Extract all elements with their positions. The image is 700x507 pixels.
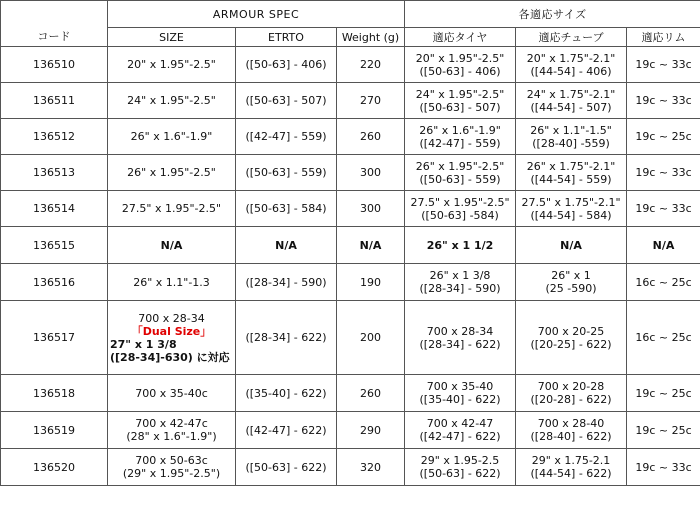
weight-cell: 320 [337, 449, 405, 486]
weight-cell: 270 [337, 83, 405, 119]
rim-cell: 19c ~ 33c [627, 155, 700, 191]
tire-line: 26" x 1.95"-2.5" [415, 159, 505, 173]
tire-line: ([50-63] - 507) [419, 100, 501, 114]
code-cell: 136517 [1, 301, 108, 375]
size-cell: 27.5" x 1.95"-2.5" [108, 191, 236, 227]
rim-cell: 19c ~ 25c [627, 119, 700, 155]
size-cell: 26" x 1.95"-2.5" [108, 155, 236, 191]
size-line: (29" x 1.95"-2.5") [122, 467, 221, 480]
tire-cell [405, 375, 516, 412]
code-cell: 136516 [1, 264, 108, 301]
tire-line: ([28-34] - 590) [419, 282, 501, 295]
tube-cell [516, 264, 627, 301]
tire-line: ([42-47] - 622) [419, 430, 501, 443]
size-line: 700 x 28-34 [138, 311, 205, 325]
etrto-cell: ([42-47] - 622) [236, 412, 337, 449]
size-cell [108, 412, 236, 449]
etrto-cell: ([28-34] - 622) [236, 301, 337, 375]
tire-line: 700 x 35-40 [426, 380, 494, 393]
code-cell: 136520 [1, 449, 108, 486]
tube-cell [516, 191, 627, 227]
tire-cell [405, 191, 516, 227]
table-row [1, 375, 700, 412]
size-cell: 24" x 1.95"-2.5" [108, 83, 236, 119]
rim-cell: 19c ~ 33c [627, 83, 700, 119]
rim-cell: 19c ~ 33c [627, 47, 700, 83]
tube-line: 20" x 1.75"-2.1" [526, 51, 616, 65]
code-cell: 136514 [1, 191, 108, 227]
tire-cell [405, 119, 516, 155]
header-code: コード [1, 28, 108, 47]
size-line: 27" x 1 3/8 [110, 337, 177, 351]
weight-cell: 260 [337, 375, 405, 412]
tire-line: 24" x 1.95"-2.5" [415, 87, 505, 101]
size-cell: N/A [108, 227, 236, 264]
code-cell: 136518 [1, 375, 108, 412]
etrto-cell: ([35-40] - 622) [236, 375, 337, 412]
header-tire: 適応タイヤ [405, 28, 516, 47]
weight-cell: 260 [337, 119, 405, 155]
tube-cell [516, 227, 627, 264]
table-row [1, 47, 700, 83]
weight-cell: 220 [337, 47, 405, 83]
code-cell: 136515 [1, 227, 108, 264]
etrto-cell: N/A [236, 227, 337, 264]
tire-line: 27.5" x 1.95"-2.5" [410, 195, 510, 209]
tire-line: 26" x 1.6"-1.9" [419, 123, 501, 137]
header-blank [1, 1, 108, 28]
code-cell: 136512 [1, 119, 108, 155]
tire-cell [405, 83, 516, 119]
rim-cell: 19c ~ 33c [627, 191, 700, 227]
table-row [1, 412, 700, 449]
tire-cell [405, 301, 516, 375]
tire-line: ([42-47] - 559) [419, 136, 501, 150]
table-row [1, 449, 700, 486]
tube-line: 29" x 1.75-2.1 [531, 454, 611, 467]
tire-line: ([50-63] -584) [421, 208, 499, 222]
tire-line: 700 x 42-47 [426, 417, 494, 430]
size-line: 700 x 42-47c [135, 417, 208, 430]
code-cell: 136519 [1, 412, 108, 449]
tube-cell [516, 155, 627, 191]
tire-line: ([28-34] - 622) [419, 337, 501, 351]
tire-line: ([50-63] - 622) [419, 467, 501, 480]
tire-line: 29" x 1.95-2.5 [420, 454, 500, 467]
header-compatible-sizes: 各適応サイズ [405, 1, 700, 28]
header-rim: 適応リム [627, 28, 700, 47]
size-cell [108, 301, 236, 375]
size-cell: 700 x 35-40c [108, 375, 236, 412]
tube-line: ([44-54] - 622) [530, 467, 612, 480]
tire-cell [405, 155, 516, 191]
tube-line: 24" x 1.75"-2.1" [526, 87, 616, 101]
tire-line: 26" x 1 3/8 [429, 269, 491, 282]
table-row [1, 119, 700, 155]
tire-cell [405, 412, 516, 449]
tube-cell [516, 83, 627, 119]
tube-line: 26" x 1.75"-2.1" [526, 159, 616, 173]
tube-line: (25 -590) [545, 282, 597, 295]
tube-cell [516, 301, 627, 375]
weight-cell: 190 [337, 264, 405, 301]
etrto-cell: ([50-63] - 584) [236, 191, 337, 227]
tube-line: ([28-40] - 622) [530, 430, 612, 443]
rim-cell: 16c ~ 25c [627, 301, 700, 375]
tube-cell [516, 449, 627, 486]
etrto-cell: ([50-63] - 406) [236, 47, 337, 83]
table-row [1, 227, 700, 264]
dual-size-label: 「Dual Size」 [131, 324, 212, 338]
tire-line: 700 x 28-34 [426, 324, 494, 338]
header-armour-spec: ARMOUR SPEC [108, 1, 405, 28]
code-cell: 136513 [1, 155, 108, 191]
header-weight: Weight (g) [337, 28, 405, 47]
tube-line: ([44-54] - 584) [530, 208, 612, 222]
rim-cell: 19c ~ 25c [627, 412, 700, 449]
etrto-cell: ([50-63] - 622) [236, 449, 337, 486]
tube-line: 27.5" x 1.75"-2.1" [521, 195, 621, 209]
size-cell [108, 449, 236, 486]
rim-cell: 16c ~ 25c [627, 264, 700, 301]
size-line: (28" x 1.6"-1.9") [126, 430, 217, 443]
tire-line: ([50-63] - 559) [419, 172, 501, 186]
table-row [1, 301, 700, 375]
tire-line: 26" x 1 1/2 [426, 238, 494, 252]
tube-line: ([44-54] - 406) [530, 64, 612, 78]
tube-line: 700 x 20-28 [537, 380, 605, 393]
rim-cell: N/A [627, 227, 700, 264]
tube-cell [516, 47, 627, 83]
etrto-cell: ([42-47] - 559) [236, 119, 337, 155]
size-cell: 20" x 1.95"-2.5" [108, 47, 236, 83]
tire-cell [405, 47, 516, 83]
tire-line: ([50-63] - 406) [419, 64, 501, 78]
tube-line: 26" x 1.1"-1.5" [530, 123, 612, 137]
code-cell: 136511 [1, 83, 108, 119]
weight-cell: 300 [337, 191, 405, 227]
tube-line: ([44-54] - 559) [530, 172, 612, 186]
header-tube: 適応チューブ [516, 28, 627, 47]
size-cell: 26" x 1.6"-1.9" [108, 119, 236, 155]
tire-line: ([35-40] - 622) [419, 393, 501, 406]
tube-cell [516, 119, 627, 155]
header-etrto: ETRTO [236, 28, 337, 47]
rim-cell: 19c ~ 25c [627, 375, 700, 412]
tire-cell [405, 264, 516, 301]
tube-line: ([20-28] - 622) [530, 393, 612, 406]
table-row [1, 83, 700, 119]
etrto-cell: ([50-63] - 559) [236, 155, 337, 191]
weight-cell: 290 [337, 412, 405, 449]
tube-line: ([44-54] - 507) [530, 100, 612, 114]
tube-line: 700 x 20-25 [537, 324, 605, 338]
tube-line: N/A [560, 238, 582, 252]
rim-cell: 19c ~ 33c [627, 449, 700, 486]
size-cell: 26" x 1.1"-1.3 [108, 264, 236, 301]
code-cell: 136510 [1, 47, 108, 83]
weight-cell: N/A [337, 227, 405, 264]
tire-cell [405, 449, 516, 486]
table-row [1, 155, 700, 191]
size-line: ([28-34]-630) に対応 [110, 350, 230, 364]
tire-line: 20" x 1.95"-2.5" [415, 51, 505, 65]
header-size: SIZE [108, 28, 236, 47]
weight-cell: 300 [337, 155, 405, 191]
etrto-cell: ([28-34] - 590) [236, 264, 337, 301]
tube-line: ([28-40] -559) [532, 136, 610, 150]
size-line: 700 x 50-63c [135, 454, 208, 467]
table-row [1, 264, 700, 301]
tube-cell [516, 375, 627, 412]
table-row [1, 191, 700, 227]
tube-line: 26" x 1 [551, 269, 591, 282]
weight-cell: 200 [337, 301, 405, 375]
tube-line: 700 x 28-40 [537, 417, 605, 430]
tire-cell [405, 227, 516, 264]
tube-cell [516, 412, 627, 449]
etrto-cell: ([50-63] - 507) [236, 83, 337, 119]
tube-line: ([20-25] - 622) [530, 337, 612, 351]
